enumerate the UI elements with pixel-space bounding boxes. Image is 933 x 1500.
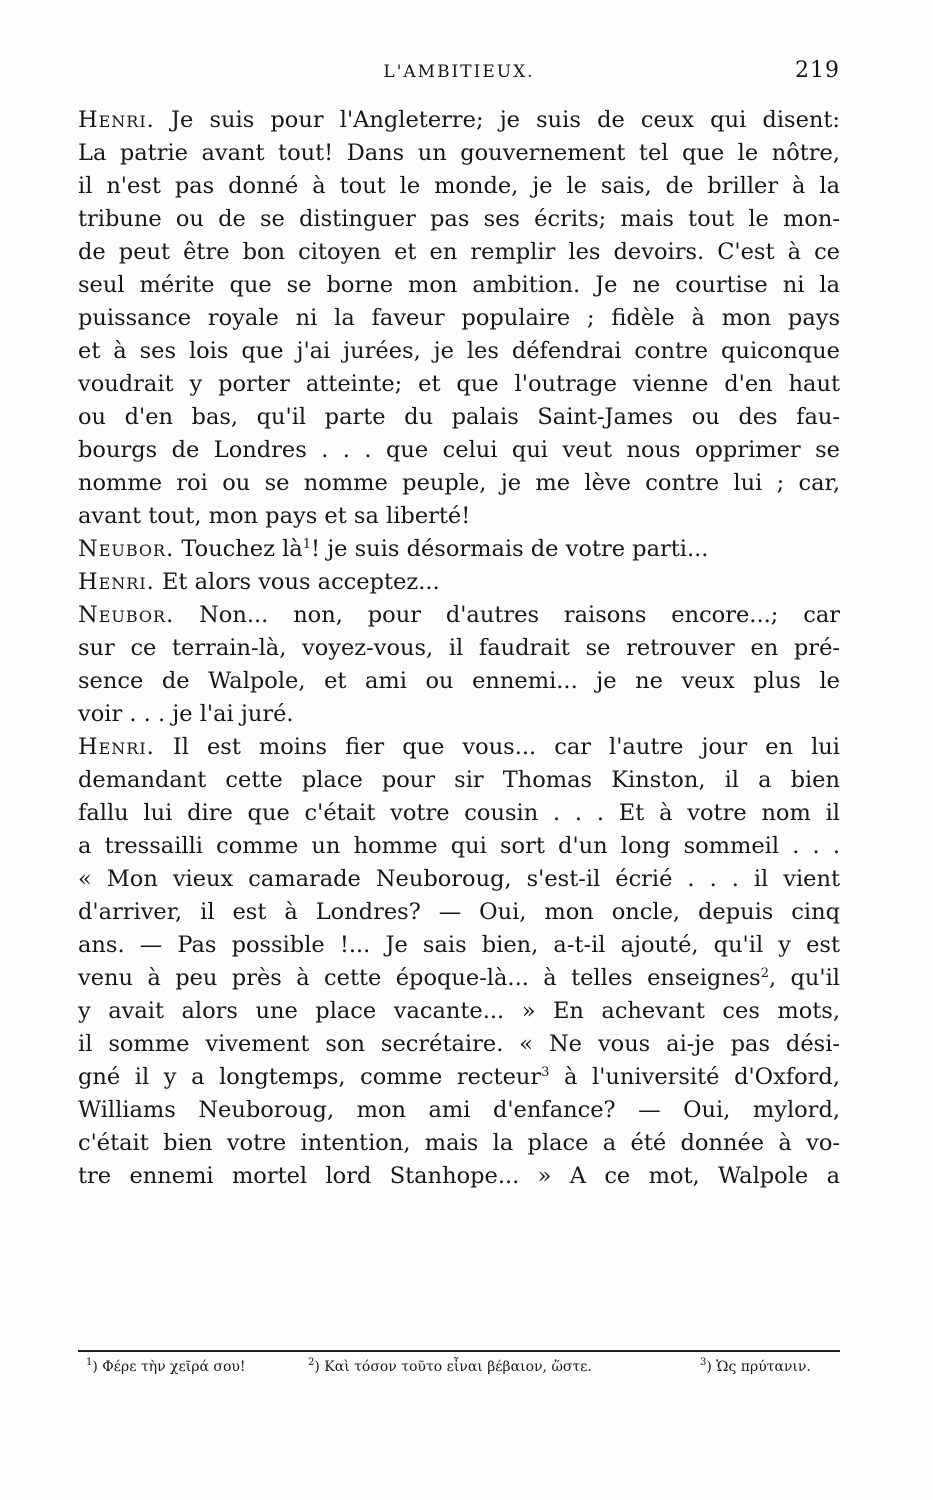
text-line (78, 302, 840, 335)
line-text: fallu lui dire que c'était votre cousin . . . Et à votre nom il (78, 800, 840, 826)
footnote-mark: 3 (700, 1357, 707, 1368)
line-text: il somme vivement son secrétaire. « Ne vous ai-je pas dési- (78, 1031, 840, 1057)
line-text: Touchez là (174, 536, 303, 562)
text-line (78, 632, 840, 665)
line-text: a tressailli comme un homme qui sort d'un long sommeil . . . (78, 833, 840, 859)
footnote-text: ) Ὡς πρύτανιν. (706, 1359, 811, 1375)
line-text: , qu'il (768, 965, 840, 991)
text-line (78, 1061, 840, 1094)
footnote-ref: 2 (760, 966, 769, 981)
text-line (78, 896, 840, 929)
footnote-mark: 1 (86, 1357, 93, 1368)
text-line (78, 566, 840, 599)
speaker-name: Henri. (78, 107, 155, 133)
line-text: à l'université d'Oxford, (549, 1064, 840, 1090)
text-line (78, 830, 840, 863)
text-line (78, 467, 840, 500)
text-line (78, 104, 840, 137)
running-title: L'AMBITIEUX. (383, 62, 535, 82)
text-line (78, 170, 840, 203)
text-line (78, 1094, 840, 1127)
text-line (78, 335, 840, 368)
text-line (78, 500, 840, 533)
line-text: seul mérite que se borne mon ambition. Je ne courtise ni la (78, 272, 840, 298)
text-line (78, 236, 840, 269)
text-line (78, 863, 840, 896)
text-line (78, 764, 840, 797)
line-text: ans. — Pas possible !... Je sais bien, a-t-il ajouté, qu'il y est (78, 932, 840, 958)
line-text: Williams Neuboroug, mon ami d'enfance? — Oui, mylord, (78, 1097, 840, 1123)
line-text: d'arriver, il est à Londres? — Oui, mon oncle, depuis cinq (78, 899, 840, 925)
line-text: gné il y a longtemps, comme recteur (78, 1064, 542, 1090)
line-text: nomme roi ou se nomme peuple, je me lève contre lui ; car, (78, 470, 840, 496)
line-text: et à ses lois que j'ai jurées, je les défendrai contre quiconque (78, 338, 840, 364)
text-line (78, 1160, 840, 1193)
line-text: La patrie avant tout! Dans un gouvernement tel que le nôtre, (78, 140, 840, 166)
text-line (78, 731, 840, 764)
line-text: voudrait y porter atteinte; et que l'outrage vienne d'en haut (78, 371, 840, 397)
line-text: Non... non, pour d'autres raisons encore...; car (174, 602, 840, 628)
page-number: 219 (795, 58, 840, 83)
text-line (78, 995, 840, 1028)
text-line (78, 1028, 840, 1061)
footnote-mark: 2 (308, 1357, 315, 1368)
line-text: tribune ou de se distinguer pas ses écrits; mais tout le mon- (78, 206, 840, 232)
text-line (78, 401, 840, 434)
line-text: sence de Walpole, et ami ou ennemi... je ne veux plus le (78, 668, 840, 694)
text-line (78, 665, 840, 698)
text-line (78, 599, 840, 632)
line-text: avant tout, mon pays et sa liberté! (78, 503, 471, 529)
line-text: « Mon vieux camarade Neuboroug, s'est-il écrié . . . il vient (78, 866, 840, 892)
footnote (308, 1356, 592, 1378)
line-text: de peut être bon citoyen et en remplir les devoirs. C'est à ce (78, 239, 840, 265)
line-text: ! je suis désormais de votre parti... (311, 536, 709, 562)
line-text: il n'est pas donné à tout le monde, je le sais, de briller à la (78, 173, 840, 199)
speaker-name: Neubor. (78, 602, 175, 628)
line-text: venu à peu près à cette époque-là... à telles enseignes (78, 965, 761, 991)
text-line (78, 962, 840, 995)
footnote (86, 1356, 246, 1378)
text-line (78, 1127, 840, 1160)
body-text (78, 104, 840, 1193)
footnote-ref: 3 (541, 1065, 550, 1080)
line-text: voir . . . je l'ai juré. (78, 701, 294, 727)
line-text: ou d'en bas, qu'il parte du palais Saint-James ou des fau- (78, 404, 840, 430)
text-line (78, 137, 840, 170)
text-line (78, 368, 840, 401)
footnote-text: ) Καὶ τόσον τοῦτο εἶναι βέβαιον, ὥστε. (314, 1359, 592, 1375)
footnote-ref: 1 (302, 537, 311, 552)
footnote-rule (78, 1350, 840, 1352)
line-text: Il est moins fier que vous... car l'autre jour en lui (154, 734, 840, 760)
line-text: puissance royale ni la faveur populaire ; fidèle à mon pays (78, 305, 840, 331)
line-text: demandant cette place pour sir Thomas Kinston, il a bien (78, 767, 840, 793)
line-text: tre ennemi mortel lord Stanhope... » A ce mot, Walpole a (78, 1163, 840, 1189)
text-line (78, 434, 840, 467)
running-head (78, 58, 840, 92)
speaker-name: Henri. (78, 734, 155, 760)
line-text: c'était bien votre intention, mais la place a été donnée à vo- (78, 1130, 840, 1156)
text-line (78, 698, 840, 731)
speaker-name: Henri. (78, 569, 155, 595)
text-line (78, 797, 840, 830)
line-text: Et alors vous acceptez... (154, 569, 440, 595)
footnotes (86, 1356, 840, 1378)
line-text: sur ce terrain-là, voyez-vous, il faudrait se retrouver en pré- (78, 635, 840, 661)
speaker-name: Neubor. (78, 536, 175, 562)
text-line (78, 269, 840, 302)
line-text: bourgs de Londres . . . que celui qui veut nous opprimer se (78, 437, 840, 463)
footnote-text: ) Φέρε τὴν χεῖρά σου! (92, 1359, 246, 1375)
footnote (700, 1356, 811, 1378)
text-line (78, 203, 840, 236)
text-line (78, 533, 840, 566)
text-line (78, 929, 840, 962)
line-text: Je suis pour l'Angleterre; je suis de ceux qui disent: (154, 107, 840, 133)
line-text: y avait alors une place vacante... » En achevant ces mots, (78, 998, 840, 1024)
